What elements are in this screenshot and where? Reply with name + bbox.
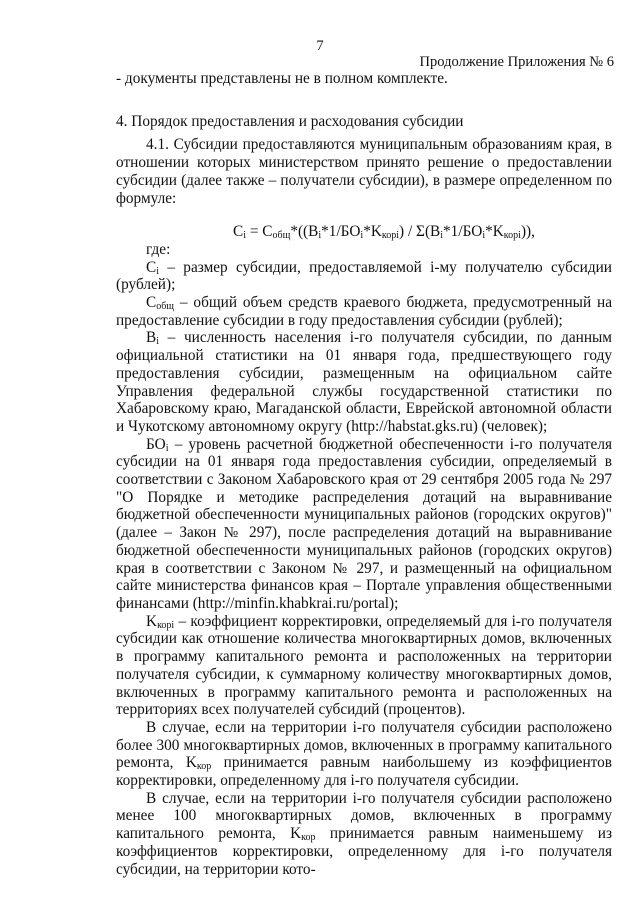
formula-part: C <box>233 223 244 241</box>
symbol: B <box>146 329 157 347</box>
case-subscript: кор <box>301 832 316 844</box>
definition-text: – уровень расчетной бюджетной обеспеченности i-го получателя субсидии на 01 января года предоставления субсидии, определяемый в соответствии с Законом Хабаровского края от 29 сентября 2005 года № 297 "О Порядке и методике распределения дотаций на выравнивание бюджетной обеспеченности муниципальных районов (городских округов)" (далее – Закон № 297), после распределения дотаций на выравнивание бюджетной обеспеченности муниципальных районов (городских округов) края в соответствии с Законом № 297, и размещенный на официальном сайте министерства финансов края – Портале управления общественными финансами (http://minfin.khabkrai.ru/portal); <box>116 435 612 612</box>
formula-part: *K <box>363 223 382 241</box>
symbol-subscript: i <box>156 336 159 348</box>
subsidy-formula <box>116 223 612 241</box>
formula-subscript: корi <box>381 230 400 242</box>
running-head: Продолжение Приложения № 6 <box>419 54 614 70</box>
formula-subscript: корi <box>503 230 521 242</box>
definition-cobsh <box>116 294 612 329</box>
symbol: C <box>146 258 157 276</box>
definition-text: – размер субсидии, предоставляемой i-му получателю субсидии (рублей); <box>116 258 612 294</box>
definition-kkori <box>116 613 612 719</box>
formula-part: )), <box>520 223 535 241</box>
formula-part: *((B <box>290 223 319 241</box>
case-subscript: кор <box>196 761 212 773</box>
formula-subscript: i <box>318 230 322 242</box>
definition-text: – общий объем средств краевого бюджета, предусмотренный на предоставление субсидии в году предоставления субсидии (рублей); <box>116 294 612 329</box>
definition-boi <box>116 436 612 613</box>
case-text: принимается равным наименьшему из коэффициентов корректировки, определенному для i-го получателя субсидии, на территории кото- <box>116 825 612 878</box>
formula-subscript: общ <box>272 230 291 242</box>
symbol-subscript: i <box>165 442 169 454</box>
symbol: K <box>146 612 158 630</box>
case-text: В случае, если на территории i-го получателя субсидии расположено менее 100 многоквартирных домов, включенных в программу капитального ремонта, K <box>116 789 612 843</box>
bullet-line: - документы представлены не в полном комплекте. <box>116 70 448 87</box>
page-number: 7 <box>316 38 324 54</box>
formula-part: *K <box>485 223 504 241</box>
section-title: 4. Порядок предоставления и расходования субсидии <box>116 112 464 130</box>
definition-text: – коэффициент корректировки, определяемый для i-го получателя субсидии как отношение количества многоквартирных домов, включенных в программу капитального ремонта и расположенных на территории получателя субсидии, к суммарному количеству многоквартирных домов, включенных в программу капитального ремонта и расположенных на территориях всех получателей субсидий (процентов). <box>116 612 612 719</box>
formula-part: *1/БО <box>321 223 361 241</box>
case-more-than-300 <box>116 719 612 790</box>
paragraph-4-1: 4.1. Субсидии предоставляются муниципальным образованиям края, в отношении которых министерством принято решение о предоставлении субсидии (далее также – получатели субсидии), в размере определенном по формуле: <box>116 136 612 207</box>
definition-text: – численность населения i-го получателя субсидии, по данным официальной статистики на 01 января года, предшествующего году предоставления субсидии, размещенным на официальном сайте Управления федеральной службы государственной статистики по Хабаровскому краю, Магаданской области, Еврейской автономной области и Чукотскому автономному округу (http://habstat.gks.ru) (человек); <box>116 329 612 435</box>
symbol-subscript: корi <box>157 619 175 631</box>
formula-part: ) / Σ(B <box>399 223 441 241</box>
symbol-subscript: i <box>156 265 159 277</box>
symbol: БО <box>146 435 166 453</box>
case-text: В случае, если на территории i-го получателя субсидии расположено более 300 многоквартирных домов, включенных в программу капитального ремонта, K <box>116 718 612 772</box>
where-label: где: <box>146 240 171 258</box>
definition-ci <box>116 259 612 294</box>
document-body <box>116 70 612 878</box>
formula-subscript: i <box>440 230 444 242</box>
symbol: C <box>146 294 157 312</box>
case-less-than-100 <box>116 790 612 879</box>
definition-bi <box>116 329 612 435</box>
formula-part: = C <box>246 223 273 241</box>
formula-subscript: i <box>243 230 247 242</box>
symbol-subscript: общ <box>156 301 174 313</box>
formula-part: *1/БО <box>443 223 483 241</box>
formula-subscript: i <box>482 230 486 242</box>
formula-subscript: i <box>360 230 364 242</box>
case-text: принимается равным наибольшему из коэффициентов корректировки, определенному для i-го получателя субсидии. <box>116 754 613 790</box>
